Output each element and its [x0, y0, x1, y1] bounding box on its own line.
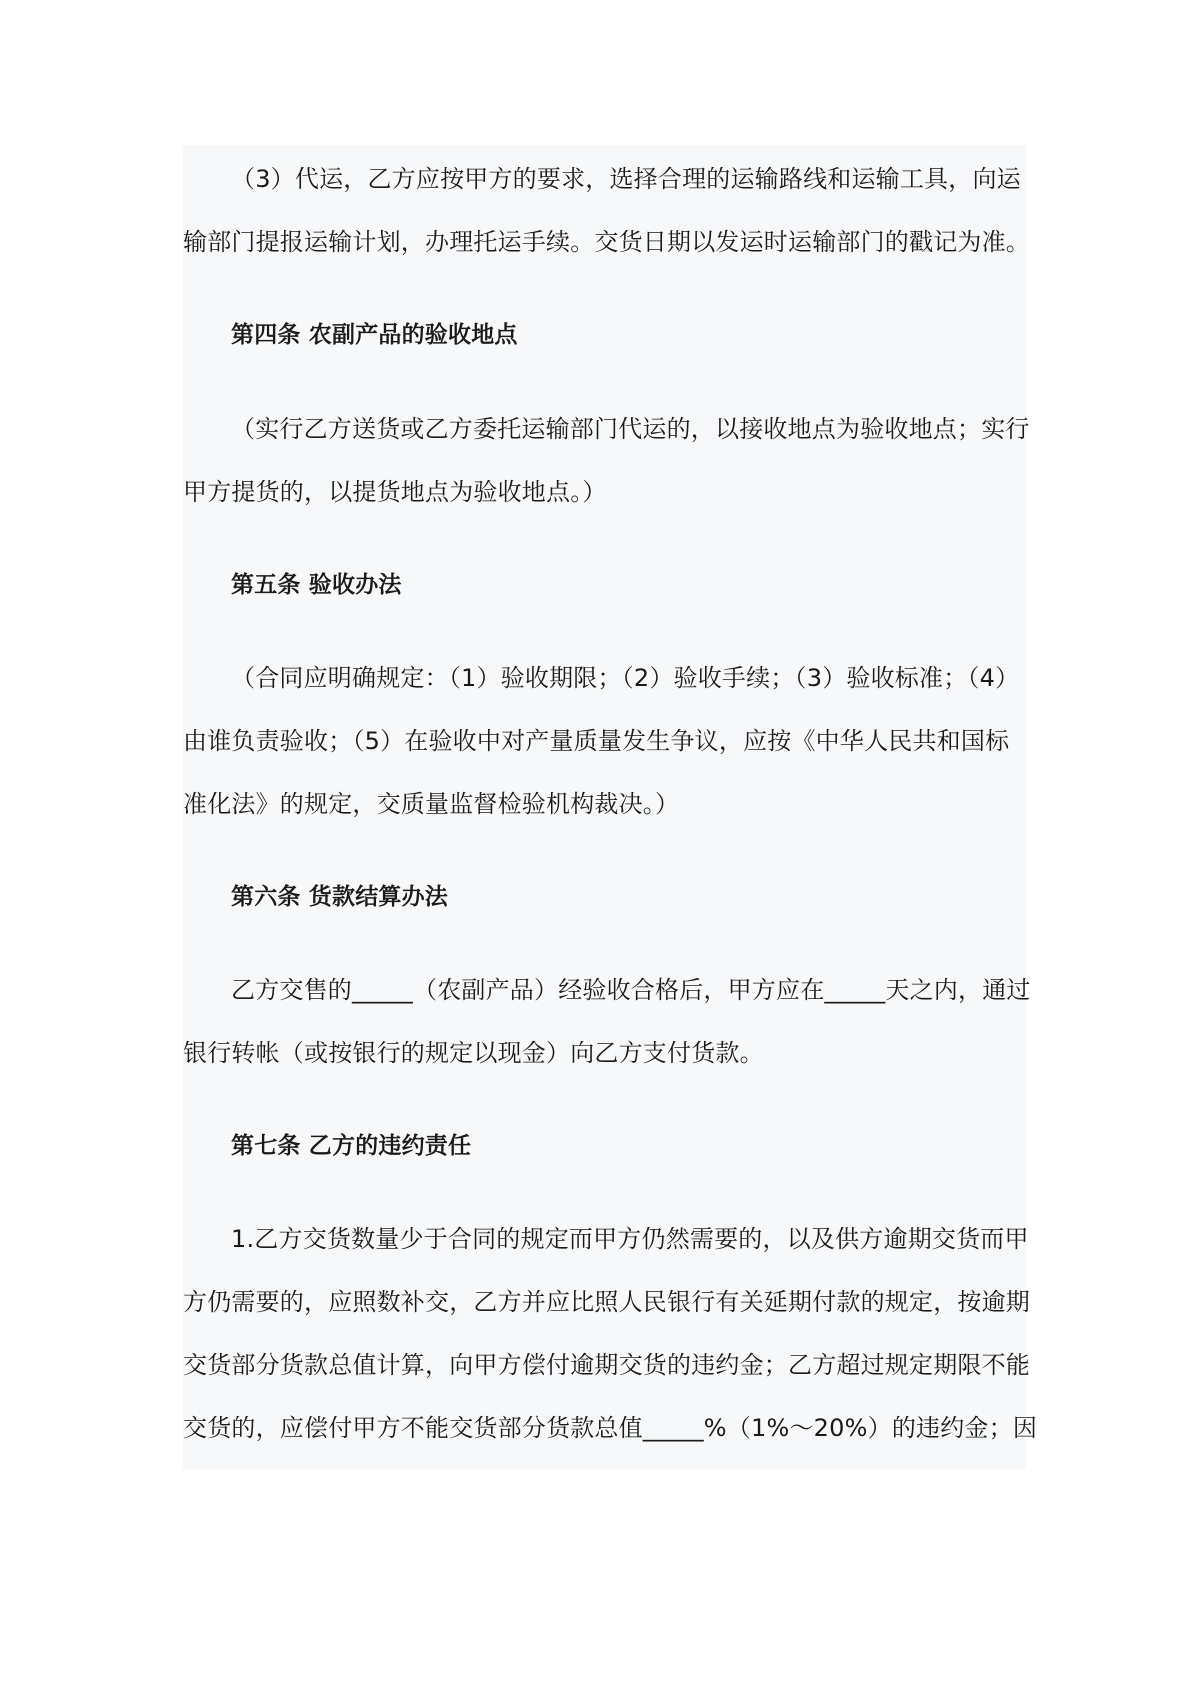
paragraph-line: 交货的，应偿付甲方不能交货部分货款总值_____%（1%～20%）的违约金；因 [183, 1414, 1038, 1442]
paragraph-line: 甲方提货的，以提货地点为验收地点。） [183, 478, 607, 506]
paragraph-line: 方仍需要的，应照数补交，乙方并应比照人民银行有关延期付款的规定，按逾期 [183, 1288, 1030, 1316]
section-heading: 第七条 乙方的违约责任 [231, 1133, 472, 1159]
paragraph-line: 乙方交售的_____（农副产品）经验收合格后，甲方应在_____天之内，通过 [231, 976, 1031, 1004]
paragraph-line: （合同应明确规定：（1）验收期限；（2）验收手续；（3）验收标准；（4） [231, 664, 1020, 692]
paragraph-line: 准化法》的规定，交质量监督检验机构裁决。） [183, 790, 680, 818]
section-heading: 第六条 货款结算办法 [231, 884, 449, 910]
paragraph-line: 由谁负责验收；（5）在验收中对产量质量发生争议，应按《中华人民共和国标 [183, 727, 1010, 755]
paragraph-line: （实行乙方送货或乙方委托运输部门代运的，以接收地点为验收地点；实行 [231, 415, 1030, 443]
paragraph-line: 交货部分货款总值计算，向甲方偿付逾期交货的违约金；乙方超过规定期限不能 [183, 1351, 1030, 1379]
paragraph-line: 银行转帐（或按银行的规定以现金）向乙方支付货款。 [183, 1039, 764, 1067]
paragraph-line: 输部门提报运输计划，办理托运手续。交货日期以发运时运输部门的戳记为准。 [183, 228, 1030, 256]
paragraph-line: 1.乙方交货数量少于合同的规定而甲方仍然需要的，以及供方逾期交货而甲 [231, 1225, 1029, 1253]
section-heading: 第四条 农副产品的验收地点 [231, 322, 518, 348]
section-heading: 第五条 验收办法 [231, 572, 402, 598]
paragraph-line: （3）代运，乙方应按甲方的要求，选择合理的运输路线和运输工具，向运 [231, 165, 1021, 193]
